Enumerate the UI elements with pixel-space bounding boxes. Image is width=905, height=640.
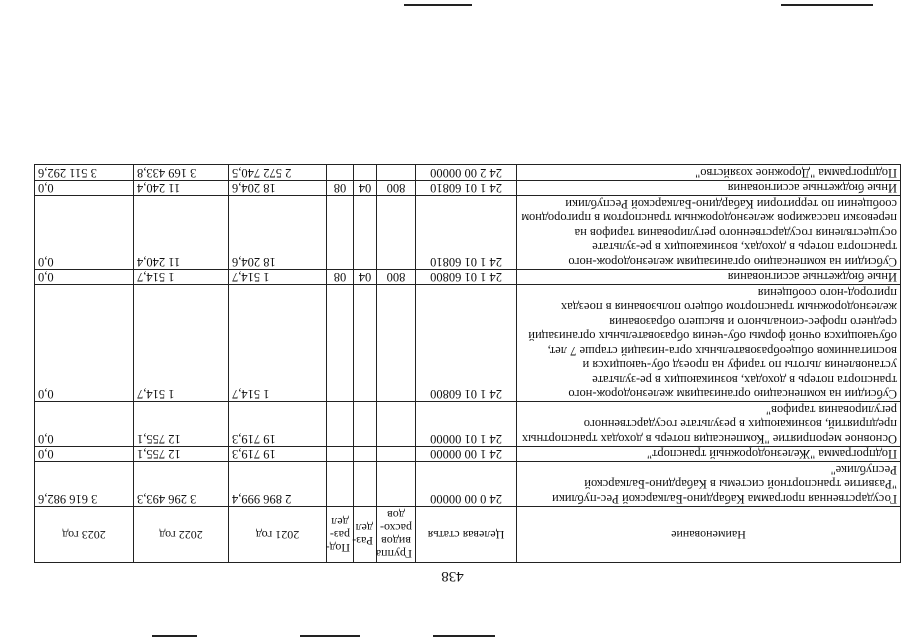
row-2022: 12 755,1 <box>134 447 229 463</box>
header-subsection: Под-раз-дел <box>327 507 354 563</box>
row-2023: 0,0 <box>35 285 134 402</box>
row-section: 04 <box>354 270 377 286</box>
row-2022: 3 296 493,3 <box>134 462 229 507</box>
row-2021: 1 514,7 <box>229 285 327 402</box>
row-subsection: 08 <box>327 181 354 197</box>
row-code: 24 1 01 00000 <box>416 402 517 447</box>
row-2021: 19 719,3 <box>229 402 327 447</box>
row-name: Иные бюджетные ассигнования <box>517 270 901 286</box>
row-2021: 1 514,7 <box>229 270 327 286</box>
table-row <box>35 462 901 507</box>
top-rule-mid <box>300 635 360 637</box>
row-name: Иные бюджетные ассигнования <box>517 181 901 197</box>
header-section: Раз-дел <box>354 507 377 563</box>
header-2021: 2021 год <box>229 507 327 563</box>
header-name: Наименование <box>517 507 901 563</box>
table-row <box>35 181 901 197</box>
row-section <box>354 196 377 270</box>
header-2023: 2023 год <box>35 507 134 563</box>
row-2023: 3 511 292,6 <box>35 165 134 181</box>
row-group <box>377 285 416 402</box>
top-rule-right <box>152 635 197 637</box>
row-2022: 11 240,4 <box>134 196 229 270</box>
row-group <box>377 462 416 507</box>
row-2022: 1 514,7 <box>134 270 229 286</box>
row-subsection <box>327 196 354 270</box>
row-subsection <box>327 402 354 447</box>
row-subsection <box>327 462 354 507</box>
page-number: 438 <box>441 568 464 584</box>
row-code: 24 1 01 60810 <box>416 196 517 270</box>
row-name: Субсидии на компенсацию организациям железнодорож-ного транспорта потерь в доходах, возникающих в ре-зультате установления льготы по тарифу на проезд обу-чающихся и воспитанников общеобразовательных орга-низаций старше 7 лет, обучающихся очной формы обу-чения образовательных организаций среднего профес-сионального и высшего образования железнодорожным транспортом общего пользования в поездах пригород-ного сообщения <box>517 285 901 402</box>
row-name: Государственная программа Кабардино-Балкарской Рес-публики "Развитие транспортной системы в Кабардино-Балкарской Республике" <box>517 462 901 507</box>
header-2022: 2022 год <box>134 507 229 563</box>
row-2022: 11 240,4 <box>134 181 229 197</box>
row-code: 24 1 01 60800 <box>416 270 517 286</box>
row-2023: 0,0 <box>35 402 134 447</box>
row-2021: 18 204,6 <box>229 196 327 270</box>
table-row <box>35 270 901 286</box>
row-2023: 0,0 <box>35 181 134 197</box>
top-rule-left <box>433 635 495 637</box>
row-group <box>377 447 416 463</box>
table-row <box>35 165 901 181</box>
row-section <box>354 285 377 402</box>
row-code: 24 1 00 00000 <box>416 447 517 463</box>
row-section <box>354 447 377 463</box>
row-group: 800 <box>377 270 416 286</box>
row-name: Подпрограмма "Железнодорожный транспорт" <box>517 447 901 463</box>
row-name: Основное мероприятие "Компенсация потерь в доходах транспортных предприятий, возникающих в результате государственного регулирования тарифов" <box>517 402 901 447</box>
row-section <box>354 165 377 181</box>
bottom-rule-left <box>781 4 873 6</box>
row-2022: 1 514,7 <box>134 285 229 402</box>
row-subsection <box>327 285 354 402</box>
row-group <box>377 165 416 181</box>
table-row <box>35 285 901 402</box>
row-2021: 19 719,3 <box>229 447 327 463</box>
row-name: Субсидии на компенсацию организациям железнодорож-ного транспорта потерь в доходах, возникающих в ре-зультате осуществления государственного регулирования тарифов на перевозки пассажиров железнодорожным транспортом в пригородном сообщении по территории Кабардино-Балкарской Республики <box>517 196 901 270</box>
row-2023: 0,0 <box>35 196 134 270</box>
budget-table <box>34 165 901 564</box>
row-subsection <box>327 447 354 463</box>
table-row <box>35 402 901 447</box>
header-code: Целевая статья <box>416 507 517 563</box>
row-subsection <box>327 165 354 181</box>
row-section <box>354 462 377 507</box>
row-code: 24 0 00 00000 <box>416 462 517 507</box>
header-group: Группа видов расхо-дов <box>377 507 416 563</box>
row-2022: 12 755,1 <box>134 402 229 447</box>
row-name: Подпрограмма "Дорожное хозяйство" <box>517 165 901 181</box>
row-code: 24 1 01 60810 <box>416 181 517 197</box>
row-group <box>377 402 416 447</box>
bottom-rule-right <box>404 4 472 6</box>
row-2021: 2 896 999,4 <box>229 462 327 507</box>
table-row <box>35 447 901 463</box>
row-section: 04 <box>354 181 377 197</box>
row-2021: 2 572 740,5 <box>229 165 327 181</box>
row-subsection: 08 <box>327 270 354 286</box>
row-code: 24 1 01 60800 <box>416 285 517 402</box>
row-2021: 18 204,6 <box>229 181 327 197</box>
row-2023: 3 616 982,6 <box>35 462 134 507</box>
table-row <box>35 196 901 270</box>
row-2023: 0,0 <box>35 270 134 286</box>
row-2022: 3 169 433,8 <box>134 165 229 181</box>
row-2023: 0,0 <box>35 447 134 463</box>
row-group: 800 <box>377 181 416 197</box>
row-group <box>377 196 416 270</box>
row-code: 24 2 00 00000 <box>416 165 517 181</box>
row-section <box>354 402 377 447</box>
